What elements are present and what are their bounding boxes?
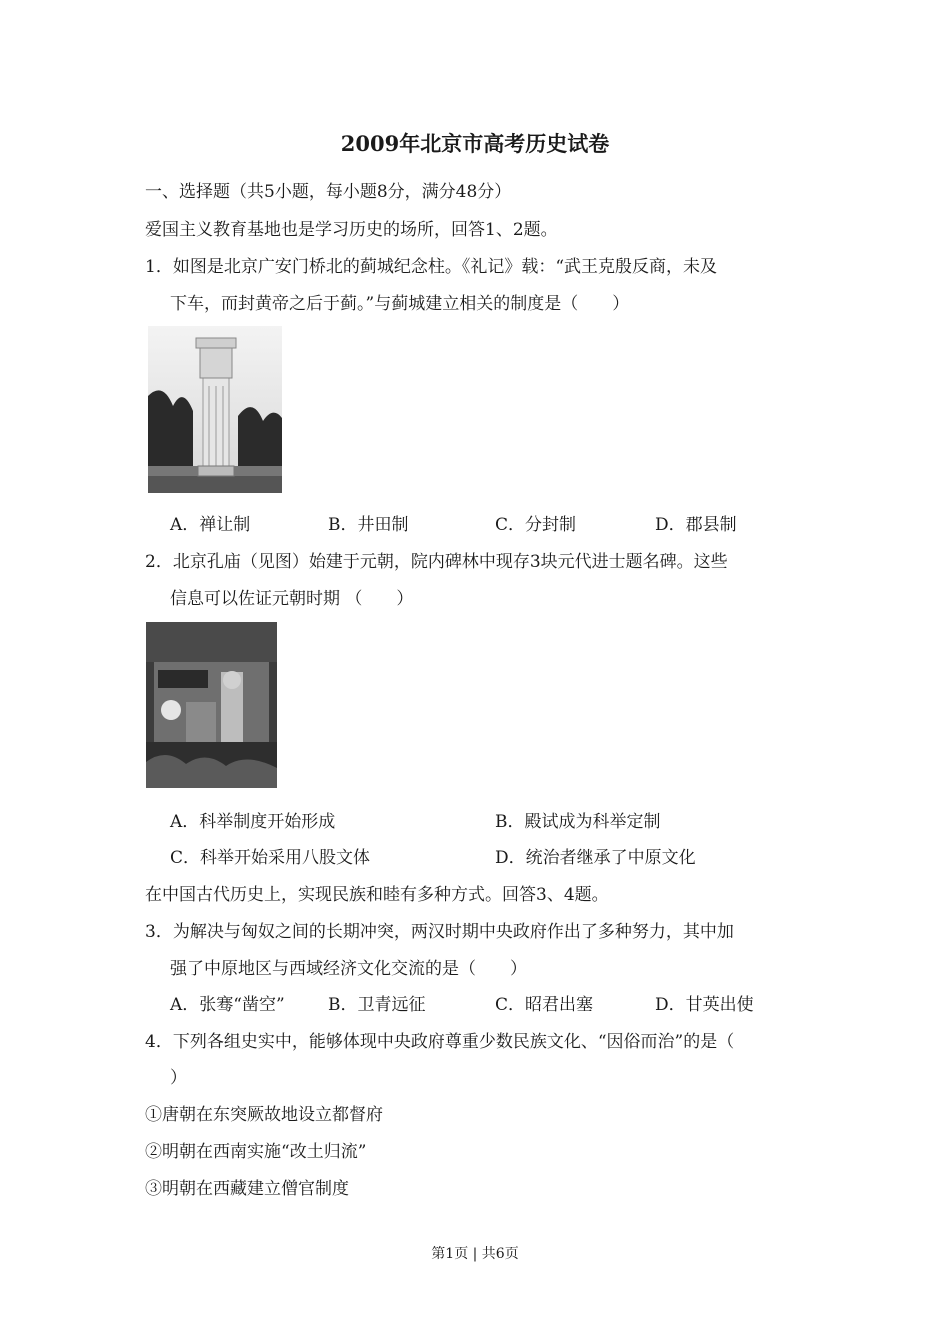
- q3-option-a[interactable]: A．张骞“凿空”: [170, 995, 285, 1015]
- confucius-temple-photo: [146, 622, 277, 788]
- question-2-stem: 2．北京孔庙（见图）始建于元朝，院内碑林中现存3块元代进士题名碑。这些: [145, 552, 728, 572]
- q4-item-1: ①唐朝在东突厥故地设立都督府: [145, 1105, 383, 1125]
- q3-option-d[interactable]: D．甘英出使: [655, 995, 754, 1015]
- intro-text: 爱国主义教育基地也是学习历史的场所，回答1、2题。: [145, 220, 558, 240]
- question-3-stem: 3．为解决与匈奴之间的长期冲突，两汉时期中央政府作出了多种努力，其中加: [145, 922, 734, 942]
- section-heading: 一、选择题（共5小题，每小题8分，满分48分）: [145, 182, 512, 202]
- question-4-stem-cont: ）: [170, 1068, 187, 1088]
- q4-item-3: ③明朝在西藏建立僧官制度: [145, 1179, 349, 1199]
- question-4-stem: 4．下列各组史实中，能够体现中央政府尊重少数民族文化、“因俗而治”的是（: [145, 1032, 735, 1052]
- q2-option-a[interactable]: A．科举制度开始形成: [170, 812, 336, 832]
- q2-option-c[interactable]: C．科举开始采用八股文体: [170, 848, 371, 868]
- question-1-stem-cont: 下车，而封黄帝之后于蓟。”与蓟城建立相关的制度是（ ）: [170, 294, 630, 314]
- q2-option-d[interactable]: D．统治者继承了中原文化: [495, 848, 696, 868]
- q2-option-b[interactable]: B．殿试成为科举定制: [495, 812, 661, 832]
- q1-option-c[interactable]: C．分封制: [495, 515, 577, 535]
- q1-option-b[interactable]: B．井田制: [328, 515, 409, 535]
- q1-option-a[interactable]: A．禅让制: [170, 515, 251, 535]
- q4-item-2: ②明朝在西南实施“改土归流”: [145, 1142, 367, 1162]
- page-title: 2009年北京市高考历史试卷: [340, 131, 610, 156]
- question-2-stem-cont: 信息可以佐证元朝时期 （ ）: [170, 589, 414, 609]
- q1-option-d[interactable]: D．郡县制: [655, 515, 737, 535]
- question-3-stem-cont: 强了中原地区与西域经济文化交流的是（ ）: [170, 959, 527, 979]
- page-footer: 第1页 | 共6页: [431, 1246, 519, 1262]
- question-1-stem: 1．如图是北京广安门桥北的蓟城纪念柱。《礼记》载：“武王克殷反商，未及: [145, 257, 718, 277]
- pillar-photo: [148, 326, 282, 493]
- q3-option-c[interactable]: C．昭君出塞: [495, 995, 594, 1015]
- intro-text-2: 在中国古代历史上，实现民族和睦有多种方式。回答3、4题。: [145, 885, 609, 905]
- q3-option-b[interactable]: B．卫青远征: [328, 995, 426, 1015]
